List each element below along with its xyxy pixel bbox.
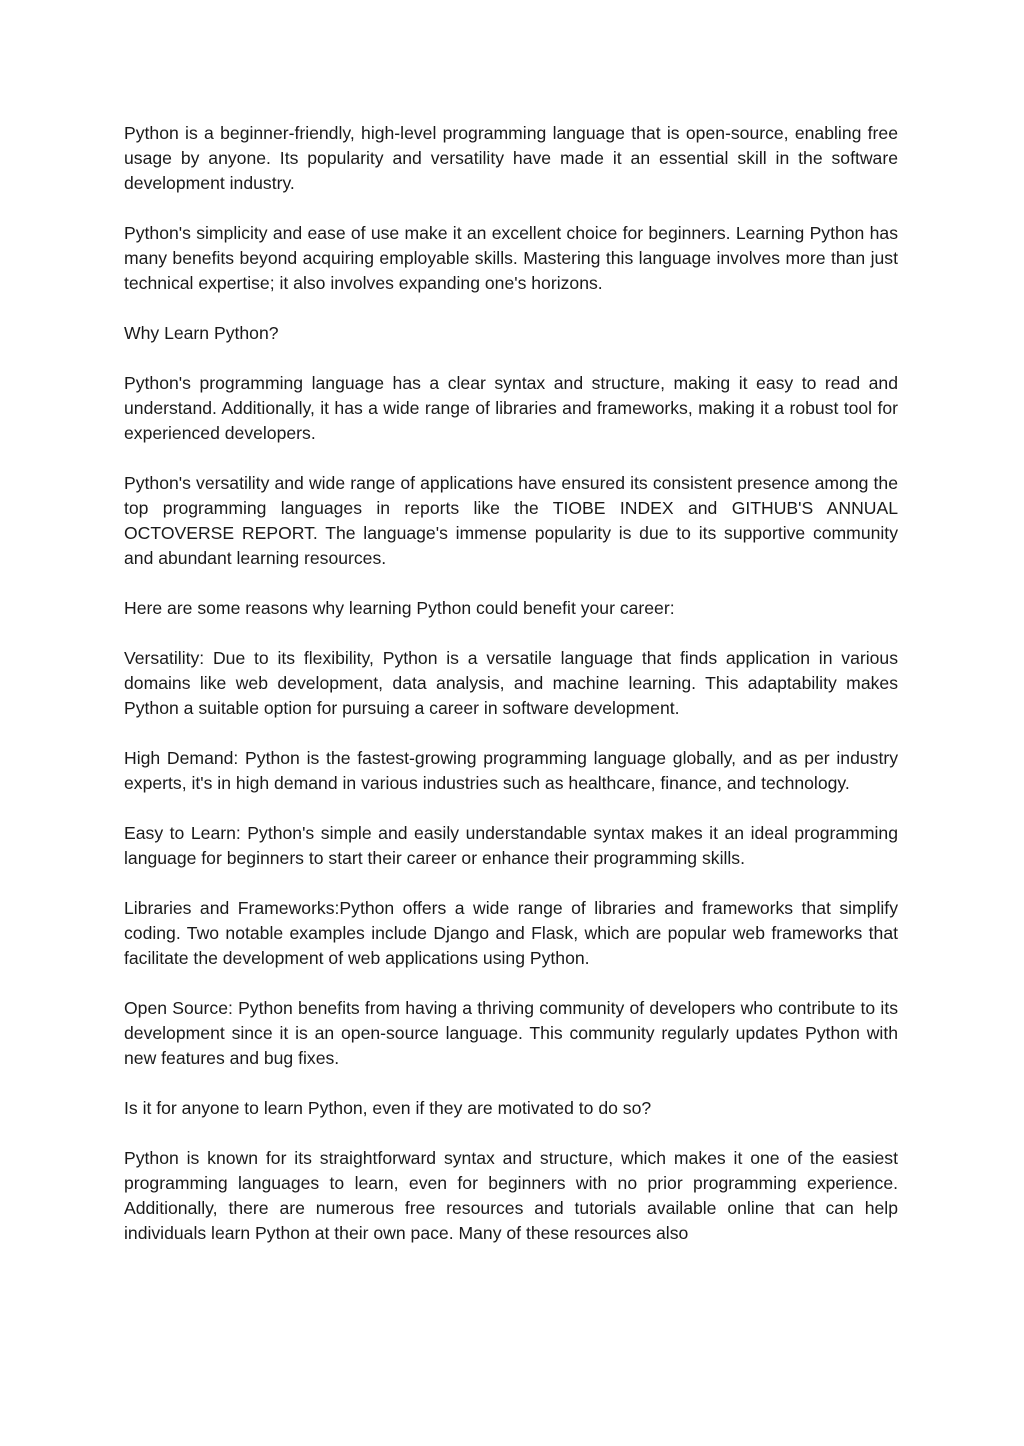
final-paragraph <box>124 1146 898 1246</box>
reason-versatility: Versatility: Due to its flexibility, Python is a versatile language that finds application in various domains like web development, data analysis, and machine learning. This adaptability makes Python a suitable option for pursuing a career in software development. <box>124 648 898 718</box>
reason-high-demand: High Demand: Python is the fastest-growing programming language globally, and as per industry experts, it's in high demand in various industries such as healthcare, finance, and technology. <box>124 748 898 793</box>
final-line: easiest programming languages to learn, even for beginners with no prior programming <box>124 1148 898 1193</box>
benefits-paragraph: Python's simplicity and ease of use make it an excellent choice for beginners. Learning Python has many benefits beyond acquiring employable skills. Mastering this language involves more than just technical expertise; it also involves expanding one's horizons. <box>124 223 898 293</box>
popularity-paragraph: Python's versatility and wide range of applications have ensured its consistent presence among the top programming languages in reports like the TIOBE INDEX and GITHUB'S ANNUAL OCTOVERSE REPORT. The language's immense popularity is due to its supportive community and abundant learning resources. <box>124 473 898 568</box>
section-heading-anyone: Is it for anyone to learn Python, even if they are motivated to do so? <box>124 1098 652 1118</box>
document-page <box>124 121 898 1246</box>
reasons-intro: Here are some reasons why learning Python could benefit your career: <box>124 598 675 618</box>
intro-paragraph: Python is a beginner-friendly, high-level programming language that is open-source, enabling free usage by anyone. Its popularity and versatility have made it an essential skill in the software development industry. <box>124 123 898 193</box>
reason-libraries-frameworks: Libraries and Frameworks:Python offers a wide range of libraries and frameworks that simplify coding. Two notable examples include Django and Flask, which are popular web frameworks that facilitate the development of web applications using Python. <box>124 898 898 968</box>
syntax-paragraph: Python's programming language has a clear syntax and structure, making it easy to read and understand. Additionally, it has a wide range of libraries and frameworks, making it a robust tool for experienced developers. <box>124 373 898 443</box>
final-line: experience. Additionally, there are numerous free resources and tutorials available online <box>124 1173 898 1218</box>
reason-open-source: Open Source: Python benefits from having a thriving community of developers who contribute to its development since it is an open-source language. This community regularly updates Python with new features and bug fixes. <box>124 998 898 1068</box>
final-line: Python is known for its straightforward syntax and structure, which makes it one of the <box>124 1148 835 1168</box>
final-line: that can help individuals learn Python at their own pace. Many of these resources also <box>124 1198 899 1243</box>
section-heading-why-learn: Why Learn Python? <box>124 323 279 343</box>
reason-easy-to-learn: Easy to Learn: Python's simple and easily understandable syntax makes it an ideal programming language for beginners to start their career or enhance their programming skills. <box>124 823 898 868</box>
